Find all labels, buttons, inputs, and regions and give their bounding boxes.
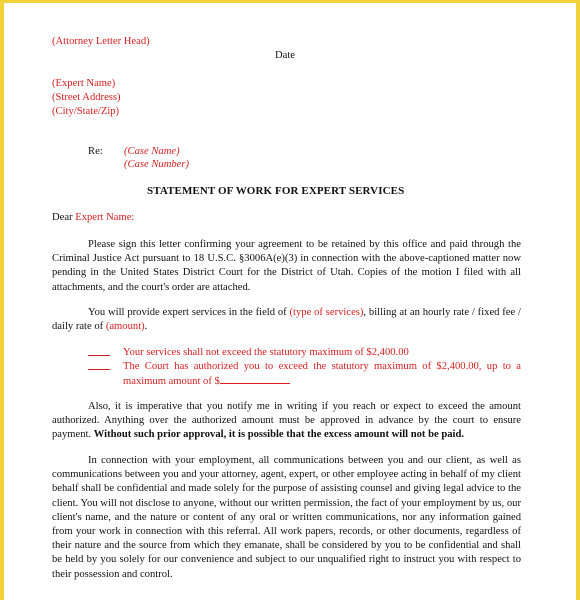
salutation-prefix: Dear	[52, 212, 76, 223]
prior-approval-warning: Without such prior approval, it is possible that the excess amount will not be paid.	[93, 429, 465, 441]
option-1-text: Your services shall not exceed the statutory maximum of $2,400.00	[123, 347, 409, 358]
case-number-placeholder: (Case Number)	[124, 159, 190, 170]
paragraph-services	[52, 306, 521, 334]
services-text-3: .	[144, 321, 148, 333]
paragraph-agreement: Please sign this letter confirming your agreement to be retained by this office and paid through the Criminal Justice Act pursuant to 18 U.S.C. §3006A(e)(3) in connection with the above-captioned matter now pending in the United States District Court for the District of Utah. Copies of the motion I filed with all attachments, and the court's order are attached.	[52, 239, 521, 293]
services-text-1: You will provide expert services in the field of	[88, 307, 290, 318]
document-title: STATEMENT OF WORK FOR EXPERT SERVICES	[147, 185, 405, 197]
services-text-2: , billing at an hourly rate / fixed fee / daily rate of	[52, 307, 521, 333]
re-label: Re:	[88, 146, 103, 157]
option-2-label: The Court has authorized you to exceed the statutory maximum of $2,400.00, up to a maximum amount of $	[123, 361, 521, 388]
amount-placeholder: (amount)	[105, 321, 145, 333]
street-address-placeholder: (Street Address)	[52, 92, 121, 103]
salutation	[52, 211, 134, 225]
date-label: Date	[275, 50, 295, 61]
prior-approval-text: Also, it is imperative that you notify me in writing if you reach or expect to exceed the amount authorized. Anything over the authorized amount must be approved in advance by the court to ensure payment.	[52, 401, 521, 441]
option-2-text	[123, 360, 521, 389]
document-page	[4, 3, 576, 600]
case-name-placeholder: (Case Name)	[124, 146, 180, 157]
paragraph-prior-approval	[52, 400, 521, 443]
type-of-services-placeholder: (type of services)	[289, 307, 364, 318]
letterhead-placeholder: (Attorney Letter Head)	[52, 36, 150, 47]
salutation-expert-name: Expert Name:	[75, 212, 135, 223]
option-2-blank	[88, 360, 110, 375]
option-1-blank	[88, 346, 110, 361]
paragraph-confidentiality: In connection with your employment, all communications between you and our client, as well as communications between you and your attorney, agent, expert, or other employee acting in behalf of my client behalf shall be confidential and made solely for the purpose of assisting counsel and giving legal advice to the client. You will not disclose to anyone, without our written permission, the fact of your employment by us, our client's name, and the nature or content of any oral or written communications, nor any information gained from your work in connection with this referral. All work papers, records, or other documents, regardless of their nature and the source from which they emanate, shall be considered by you to be confidential and shall be held by you solely for our convenience and subject to our unqualified right to instruct you with respect to their possession and control.	[52, 455, 521, 580]
maximum-amount-blank	[220, 374, 290, 384]
expert-name-placeholder: (Expert Name)	[52, 78, 116, 89]
city-state-zip-placeholder: (City/State/Zip)	[52, 106, 120, 117]
